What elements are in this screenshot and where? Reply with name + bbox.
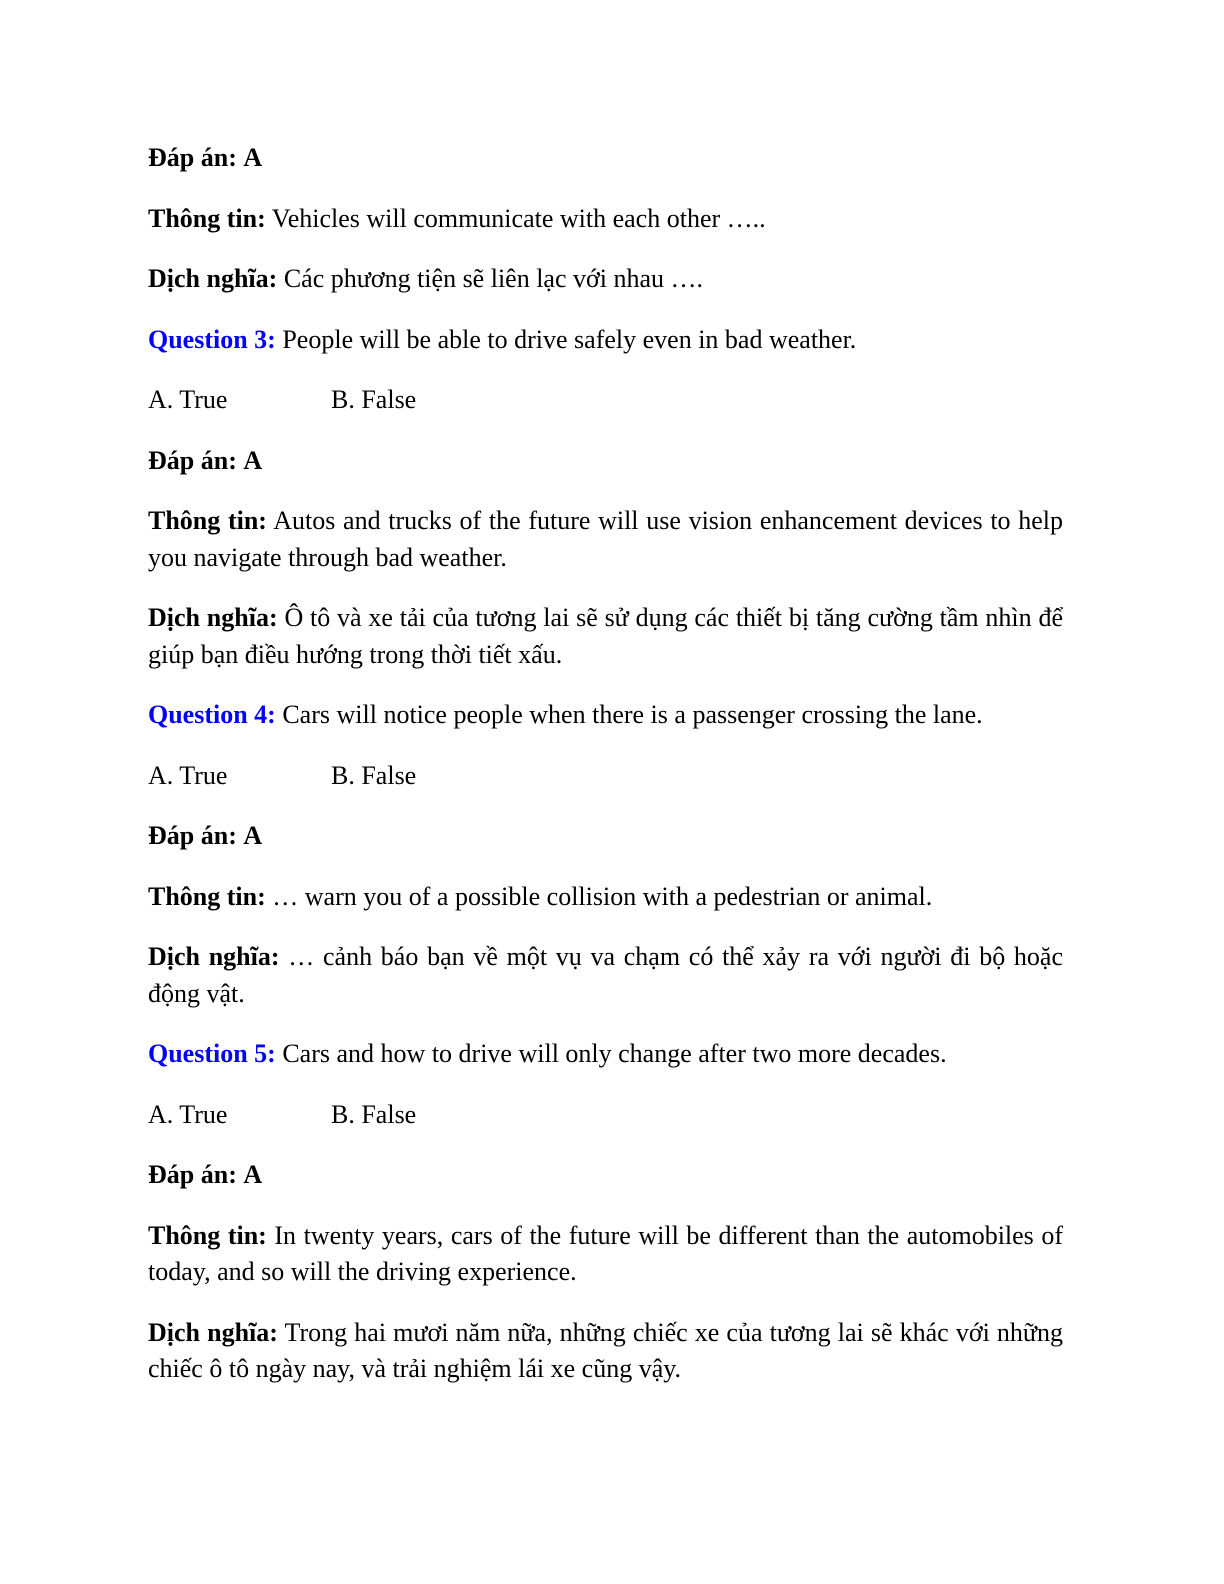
info-label: Thông tin:	[148, 881, 266, 911]
options-line	[148, 758, 1063, 795]
translation-label: Dịch nghĩa:	[148, 942, 280, 971]
answer-line	[148, 443, 1063, 480]
info-paragraph	[148, 201, 1063, 238]
document-page	[148, 140, 1063, 1412]
info-paragraph	[148, 503, 1063, 576]
question-label: Question 4:	[148, 700, 276, 729]
translation-label: Dịch nghĩa:	[148, 603, 278, 632]
answer-value: A	[243, 821, 263, 850]
translation-text: Trong hai mươi năm nữa, những chiếc xe của tương lai sẽ khác với những chiếc ô tô ngày nay, và trải nghiệm lái xe cũng vậy.	[148, 1317, 1063, 1383]
option-b: B. False	[331, 1099, 417, 1129]
options-line	[148, 1097, 1063, 1134]
answer-label: Đáp án:	[148, 143, 237, 172]
info-label: Thông tin:	[148, 203, 266, 233]
answer-value: A	[243, 143, 263, 172]
question-text: Cars and how to drive will only change after two more decades.	[282, 1039, 947, 1068]
question-line	[148, 697, 1063, 734]
translation-text: Ô tô và xe tải của tương lai sẽ sử dụng các thiết bị tăng cường tầm nhìn để giúp bạn điều hướng trong thời tiết xấu.	[148, 603, 1063, 669]
question-line	[148, 1036, 1063, 1073]
translation-text: Các phương tiện sẽ liên lạc với nhau ….	[283, 264, 704, 293]
option-a: A. True	[148, 1099, 228, 1129]
info-text: Autos and trucks of the future will use vision enhancement devices to help you navigate through bad weather.	[148, 506, 1064, 572]
question-line	[148, 322, 1063, 359]
answer-label: Đáp án:	[148, 1160, 237, 1189]
info-text: Vehicles will communicate with each other …..	[271, 203, 766, 233]
translation-paragraph	[148, 939, 1063, 1012]
info-paragraph	[148, 1218, 1063, 1291]
translation-label: Dịch nghĩa:	[148, 1317, 278, 1347]
answer-label: Đáp án:	[148, 445, 237, 475]
translation-text: … cảnh báo bạn về một vụ va chạm có thể xảy ra với người đi bộ hoặc động vật.	[148, 942, 1063, 1008]
question-text: People will be able to drive safely even in bad weather.	[282, 324, 857, 354]
answer-line	[148, 1157, 1063, 1194]
option-a: A. True	[148, 760, 228, 790]
question-label: Question 5:	[148, 1039, 276, 1068]
answer-line	[148, 818, 1063, 855]
info-label: Thông tin:	[148, 506, 267, 535]
question-text: Cars will notice people when there is a passenger crossing the lane.	[282, 700, 983, 729]
info-text: In twenty years, cars of the future will be different than the automobiles of today, and so will the driving experience.	[148, 1220, 1064, 1286]
option-b: B. False	[331, 385, 417, 414]
option-b: B. False	[331, 760, 417, 790]
option-a: A. True	[148, 385, 228, 414]
answer-label: Đáp án:	[148, 821, 237, 850]
info-label: Thông tin:	[148, 1220, 267, 1250]
info-paragraph	[148, 879, 1063, 916]
translation-label: Dịch nghĩa:	[148, 264, 278, 293]
answer-line	[148, 140, 1063, 177]
translation-paragraph	[148, 261, 1063, 298]
info-text: … warn you of a possible collision with a pedestrian or animal.	[272, 881, 933, 911]
translation-paragraph	[148, 600, 1063, 673]
question-label: Question 3:	[148, 324, 276, 354]
answer-value: A	[243, 445, 263, 475]
options-line	[148, 382, 1063, 419]
translation-paragraph	[148, 1315, 1063, 1388]
answer-value: A	[243, 1160, 263, 1189]
